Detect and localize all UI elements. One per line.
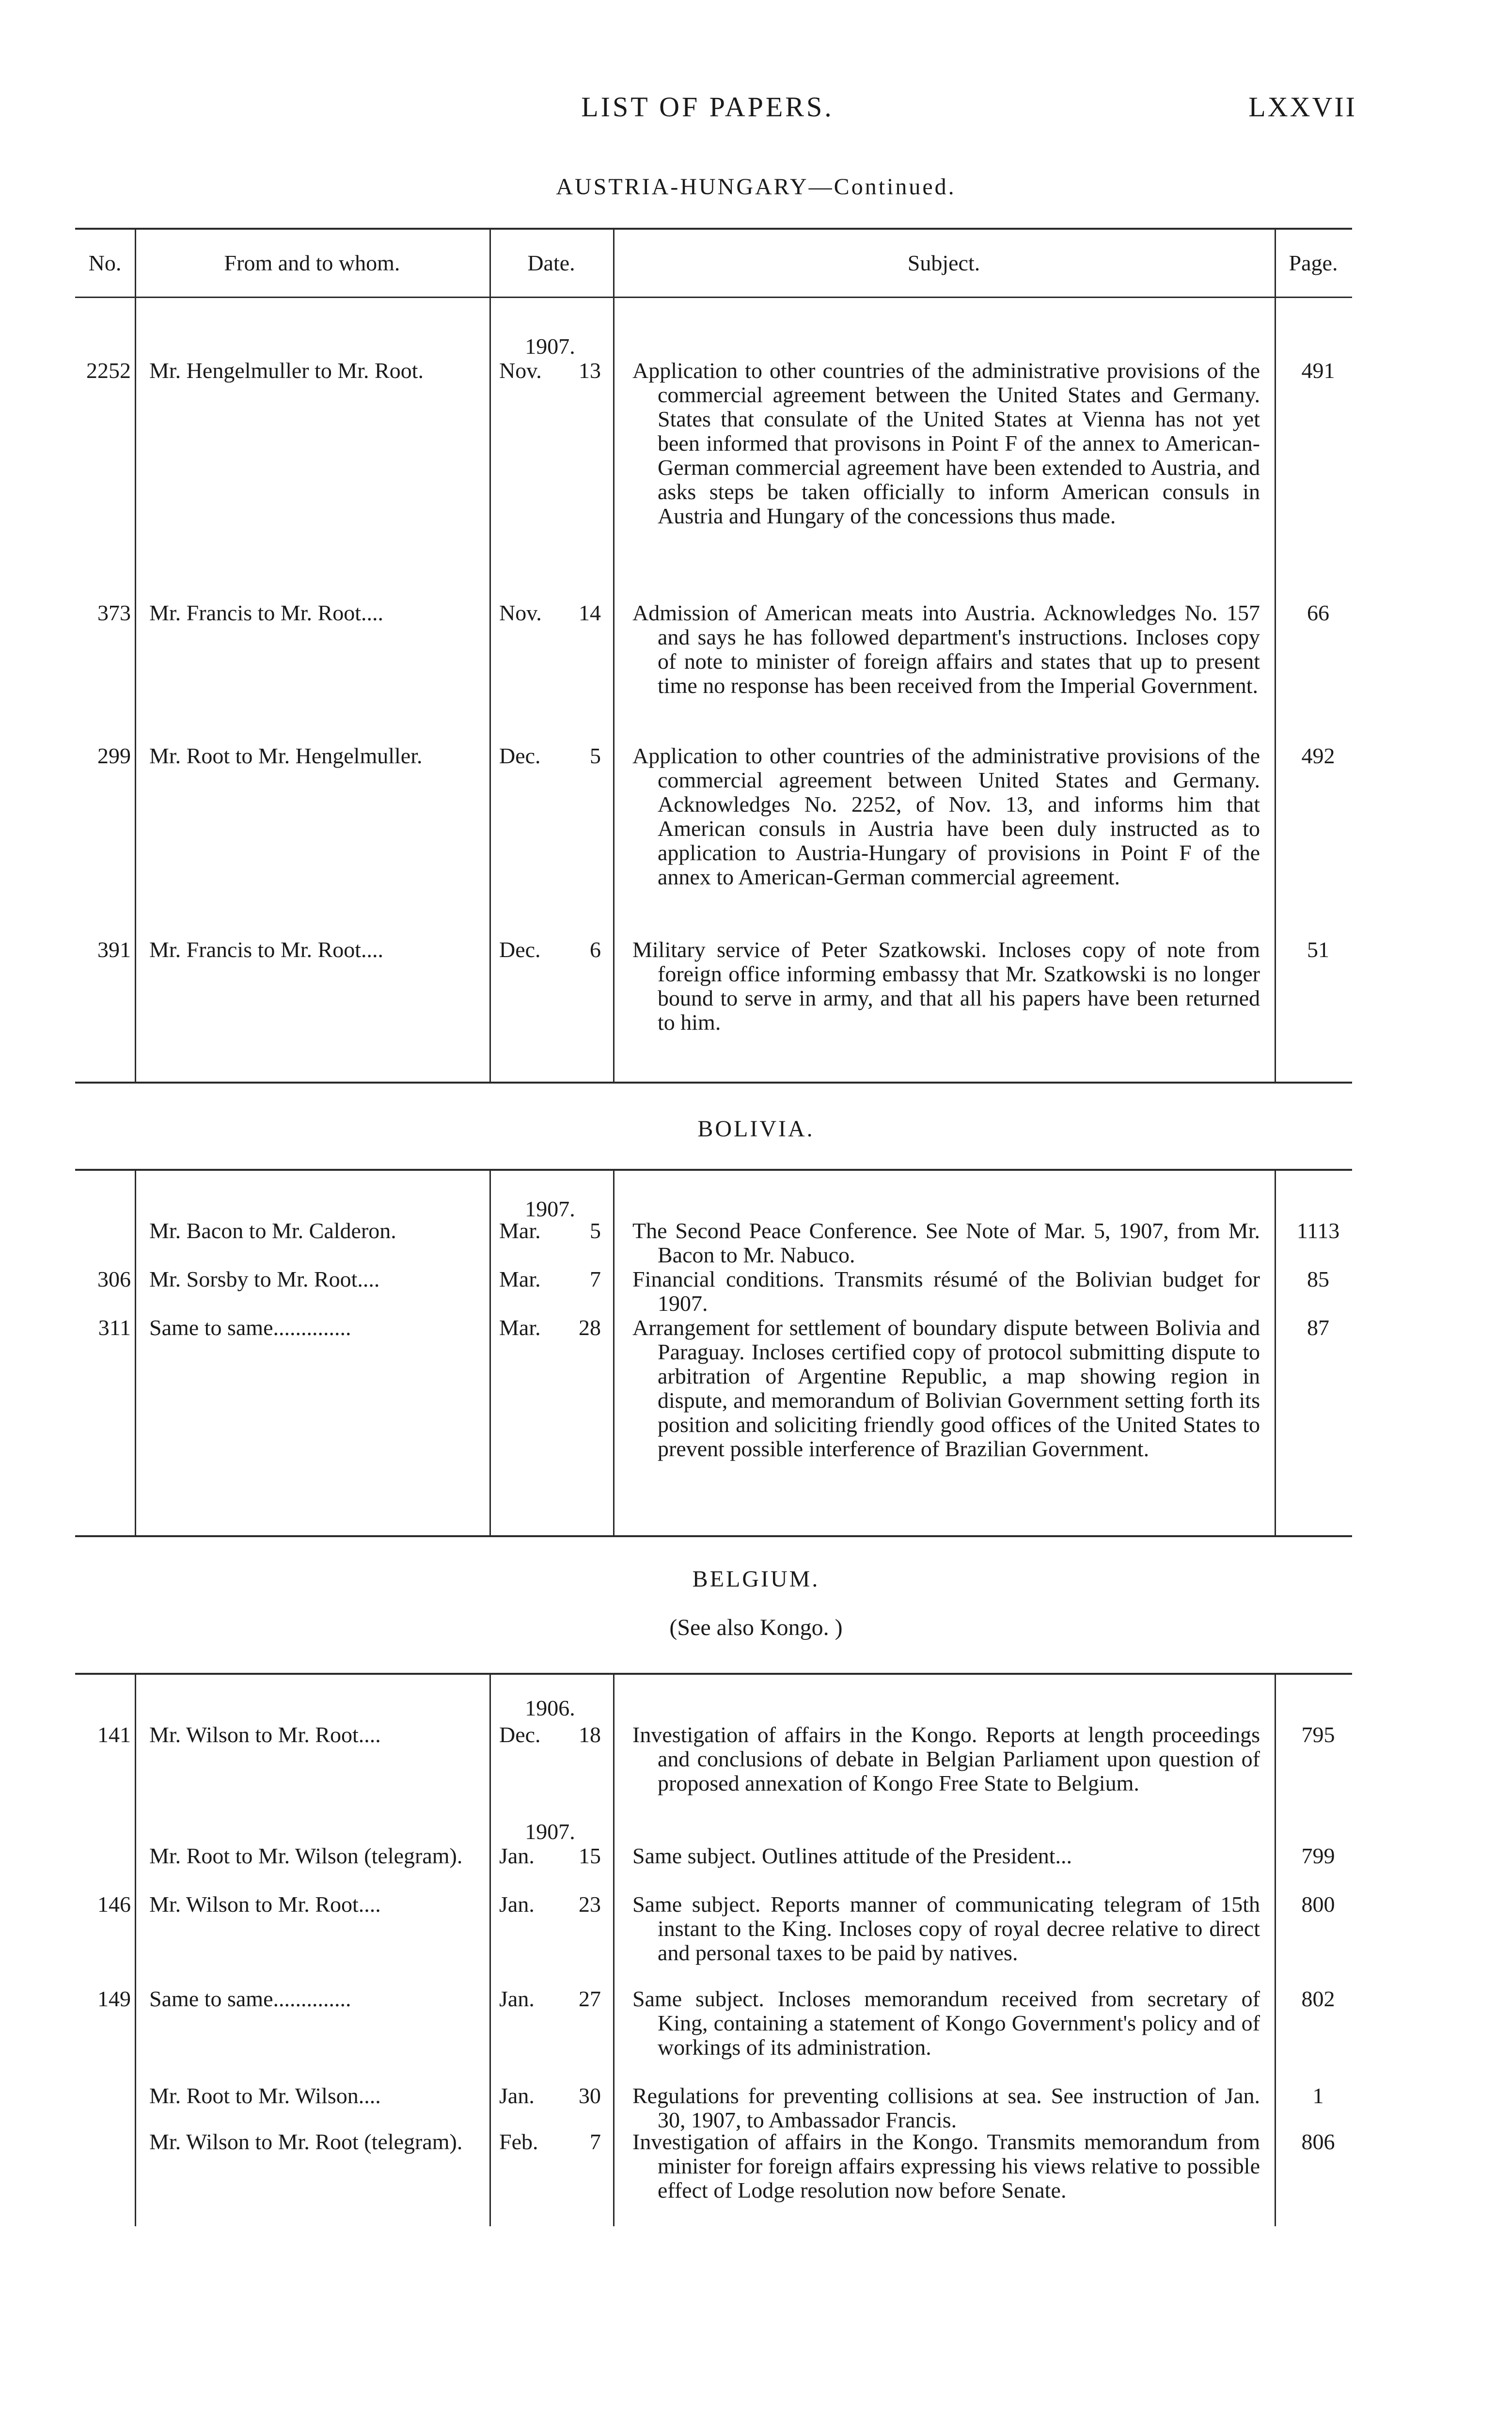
running-title: LIST OF PAPERS. (581, 91, 834, 123)
from-and-to: Same to same.............. (149, 1986, 351, 2011)
paper-number: 373 (97, 600, 131, 625)
page-ref: 87 (1307, 1315, 1329, 1340)
paper-number: 299 (97, 743, 131, 768)
date: Jan. 27 (499, 1986, 601, 2011)
page-ref: 66 (1307, 600, 1329, 625)
from-and-to: Same to same.............. (149, 1315, 351, 1340)
column-header-date: Date. (527, 251, 575, 275)
page-ref: 85 (1307, 1267, 1329, 1291)
date: Jan. 15 (499, 1843, 601, 1868)
subject: Admission of American meats into Austria. Acknowledges No. 157 and says he has followed department's instructions. Incloses copy of note to minister of foreign affairs and states that up to present time no response has been received from the Imperial Government. (632, 600, 1260, 698)
page-ref: 799 (1301, 1843, 1335, 1868)
subject: Same subject. Outlines attitude of the President... (632, 1843, 1072, 1868)
page-ref: 806 (1301, 2129, 1335, 2154)
column-divider (135, 228, 136, 1082)
from-and-to: Mr. Root to Mr. Wilson (telegram). (149, 1843, 463, 1868)
paper-number: 311 (98, 1315, 131, 1340)
page-ref: 491 (1301, 358, 1335, 383)
page-ref: 51 (1307, 937, 1329, 962)
column-header-subject: Subject. (907, 251, 980, 275)
date: Mar. 7 (499, 1267, 601, 1291)
page-ref: 800 (1301, 1892, 1335, 1917)
year-label: 1907. (525, 1196, 575, 1221)
year-label: 1906. (525, 1696, 575, 1720)
date: Dec. 6 (499, 937, 601, 962)
subject: Application to other countries of the administrative provisions of the commercial agreement between United States and Germany. Acknowledges No. 2252, of Nov. 13, and informs him that American consuls in Austria have been duly instructed as to application to Austria-Hungary of provisions in Point F of the annex to American-German commercial agreement. (632, 743, 1260, 889)
column-header-no: No. (88, 251, 122, 275)
column-divider (1275, 1673, 1276, 2226)
from-and-to: Mr. Hengelmuller to Mr. Root. (149, 358, 424, 383)
page-ref: 492 (1301, 743, 1335, 768)
page-ref: 795 (1301, 1722, 1335, 1747)
year-label: 1907. (525, 1819, 575, 1844)
paper-number: 141 (97, 1722, 131, 1747)
column-divider (1275, 1169, 1276, 1535)
column-divider (613, 1169, 614, 1535)
section-top-rule (75, 1169, 1352, 1171)
section-heading-bolivia: BOLIVIA. (697, 1116, 815, 1142)
from-and-to: Mr. Wilson to Mr. Root.... (149, 1892, 381, 1917)
paper-number: 146 (97, 1892, 131, 1917)
page-ref: 1 (1312, 2083, 1324, 2108)
paper-number: 2252 (86, 358, 131, 383)
date: Jan. 23 (499, 1892, 601, 1917)
column-divider (613, 1673, 614, 2226)
paper-number: 306 (97, 1267, 131, 1291)
column-divider (135, 1169, 136, 1535)
subject: The Second Peace Conference. See Note of Mar. 5, 1907, from Mr. Bacon to Mr. Nabuco. (632, 1218, 1260, 1267)
date: Dec. 18 (499, 1722, 601, 1747)
subject: Investigation of affairs in the Kongo. Transmits memorandum from minister for foreign affairs expressing his views relative to possible effect of Lodge resolution now before Senate. (632, 2129, 1260, 2203)
from-and-to: Mr. Bacon to Mr. Calderon. (149, 1218, 396, 1243)
date: Jan. 30 (499, 2083, 601, 2108)
date: Mar. 5 (499, 1218, 601, 1243)
subject: Military service of Peter Szatkowski. Incloses copy of note from foreign office informing embassy that Mr. Szatkowski is no longer bound to serve in army, and that all his papers have been returned to him. (632, 937, 1260, 1035)
date: Mar. 28 (499, 1315, 601, 1340)
section-bottom-rule (75, 1082, 1352, 1084)
column-divider (1275, 228, 1276, 1082)
date: Dec. 5 (499, 743, 601, 768)
page-ref: 1113 (1296, 1218, 1340, 1243)
section-top-rule (75, 1673, 1352, 1675)
column-divider (489, 1169, 491, 1535)
date: Nov. 14 (499, 600, 601, 625)
from-and-to: Mr. Wilson to Mr. Root (telegram). (149, 2129, 463, 2154)
subject: Arrangement for settlement of boundary dispute between Bolivia and Paraguay. Incloses certified copy of protocol submitting dispute to arbitration of Argentine Republic, a map showing region in dispute, and memorandum of Bolivian Government setting forth its position and soliciting friendly good offices of the United States to prevent possible interference of Brazilian Government. (632, 1315, 1260, 1461)
subject: Regulations for preventing collisions at sea. See instruction of Jan. 30, 1907, to Ambassador Francis. (632, 2083, 1260, 2132)
column-divider (613, 228, 614, 1082)
date: Nov. 13 (499, 358, 601, 383)
subject: Application to other countries of the administrative provisions of the commercial agreement between the United States and Germany. States that consulate of the United States at Vienna has not yet been informed that provisons in Point F of the annex to American-German commercial agreement have been extended to Austria, and asks steps be taken officially to inform American consuls in Austria and Hungary of the concessions thus made. (632, 358, 1260, 528)
section-bottom-rule (75, 1535, 1352, 1537)
subject: Same subject. Incloses memorandum received from secretary of King, containing a statement of Kongo Government's policy and of workings of its administration. (632, 1986, 1260, 2060)
from-and-to: Mr. Francis to Mr. Root.... (149, 600, 384, 625)
from-and-to: Mr. Root to Mr. Wilson.... (149, 2083, 381, 2108)
column-divider (489, 228, 491, 1082)
column-divider (489, 1673, 491, 2226)
column-header-from: From and to whom. (224, 251, 400, 275)
column-header-page: Page. (1289, 251, 1338, 275)
header-bottom-rule (75, 297, 1352, 298)
subject: Investigation of affairs in the Kongo. Reports at length proceedings and conclusions of debate in Belgian Parliament upon question of proposed annexation of Kongo Free State to Belgium. (632, 1722, 1260, 1795)
section-heading-austria-hungary: AUSTRIA-HUNGARY—Continued. (556, 174, 956, 200)
from-and-to: Mr. Root to Mr. Hengelmuller. (149, 743, 423, 768)
table-top-rule (75, 228, 1352, 230)
section-heading-belgium: BELGIUM. (692, 1566, 820, 1592)
from-and-to: Mr. Wilson to Mr. Root.... (149, 1722, 381, 1747)
paper-number: 391 (97, 937, 131, 962)
page-number: LXXVII (1248, 91, 1357, 123)
paper-number: 149 (97, 1986, 131, 2011)
page-ref: 802 (1301, 1986, 1335, 2011)
from-and-to: Mr. Sorsby to Mr. Root.... (149, 1267, 380, 1291)
see-also-note: (See also Kongo. ) (669, 1615, 843, 1640)
date: Feb. 7 (499, 2129, 601, 2154)
subject: Same subject. Reports manner of communicating telegram of 15th instant to the King. Incloses copy of royal decree relative to direct and personal taxes to be paid by natives. (632, 1892, 1260, 1965)
column-divider (135, 1673, 136, 2226)
from-and-to: Mr. Francis to Mr. Root.... (149, 937, 384, 962)
year-label: 1907. (525, 334, 575, 359)
subject: Financial conditions. Transmits résumé of the Bolivian budget for 1907. (632, 1267, 1260, 1316)
